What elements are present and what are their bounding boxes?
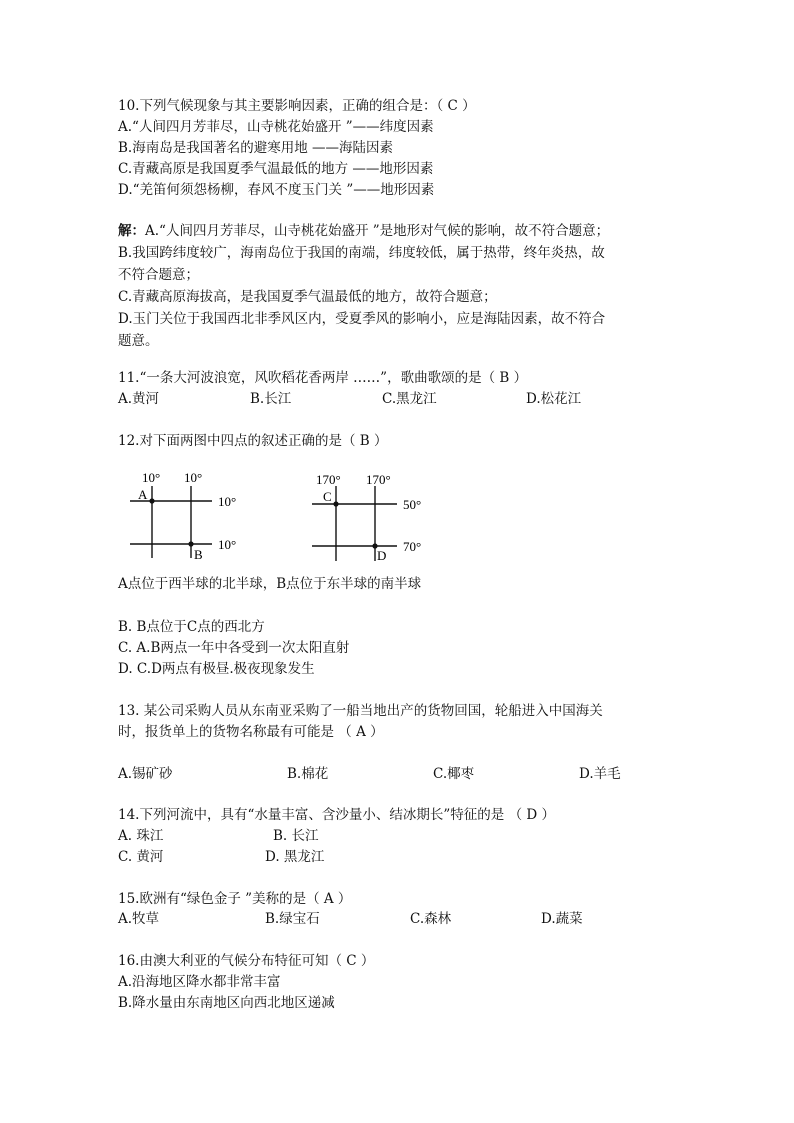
figure-2-top-label-1: 170° [316, 472, 341, 487]
q11-option-b: B.长江 [250, 391, 292, 407]
solution-line-1: 解：A.“人间四月芳菲尽，山寺桃花始盛开 ”是地形对气候的影响，故不符合题意； [118, 223, 610, 239]
solution-line-4: C.青藏高原海拔高，是我国夏季气温最低的地方，故符合题意； [118, 289, 497, 305]
q14-option-b: B. 长江 [273, 828, 319, 844]
q12-option-b: B. B点位于C点的西北方 [118, 619, 265, 635]
solution-line-5: D.玉门关位于我国西北非季风区内，受夏季风的影响小，应是海陆因素，故不符合 [118, 311, 606, 327]
q14-option-c: C. 黄河 [118, 849, 164, 865]
q11-option-c: C.黑龙江 [382, 391, 437, 407]
q10-option-d: D.“羌笛何须怨杨柳，春风不度玉门关 ”——地形因素 [118, 182, 435, 198]
q16-option-b: B.降水量由东南地区向西北地区递减 [118, 995, 335, 1011]
figure-2-right-label-1: 50° [403, 497, 422, 512]
q12-stem: 12.对下面两图中四点的叙述正确的是（ B ） [118, 433, 388, 449]
figure-2-top-label-2: 170° [366, 472, 391, 487]
q14-option-d: D. 黑龙江 [265, 849, 325, 865]
q10-option-c: C.青藏高原是我国夏季气温最低的地方 ——地形因素 [118, 161, 434, 177]
q13-option-b: B.棉花 [287, 766, 329, 782]
figure-1-top-label-2: 10° [184, 470, 203, 485]
q15-option-c: C.森林 [410, 911, 452, 927]
q11-option-a: A.黄河 [118, 391, 160, 407]
q13-option-c: C.椰枣 [433, 766, 475, 782]
q13-option-a: A.锡矿砂 [118, 766, 173, 782]
q15-option-d: D.蔬菜 [541, 911, 583, 927]
q16-stem: 16.由澳大利亚的气候分布特征可知（ C ） [118, 953, 375, 969]
solution-line-2: B.我国跨纬度较广，海南岛位于我国的南端，纬度较低，属于热带，终年炎热，故 [118, 245, 605, 261]
point-d-label: D [377, 548, 387, 563]
point-b-label: B [194, 547, 203, 562]
point-c-marker [333, 501, 338, 506]
q15-stem: 15.欧洲有“绿色金子 ”美称的是（ A ） [118, 891, 352, 907]
q16-option-a: A.沿海地区降水都非常丰富 [118, 974, 281, 990]
q12-option-c: C. A.B两点一年中各受到一次太阳直射 [118, 640, 350, 656]
solution-prefix: 解： [118, 223, 145, 239]
figure-1-right-label-2: 10° [218, 537, 237, 552]
q11-option-d: D.松花江 [526, 391, 582, 407]
figure-1-top-label-1: 10° [142, 470, 161, 485]
q12-option-d: D. C.D两点有极昼.极夜现象发生 [118, 661, 315, 677]
q10-stem: 10.下列气候现象与其主要影响因素，正确的组合是：（ C ） [118, 98, 476, 114]
q13-stem-line-2: 时，报货单上的货物名称最有可能是 （ A ） [118, 724, 384, 740]
point-b-marker [188, 541, 193, 546]
q12-option-a: A点位于西半球的北半球，B点位于东半球的南半球 [118, 576, 422, 592]
q10-option-a: A.“人间四月芳菲尽，山寺桃花始盛开 ”——纬度因素 [118, 119, 434, 135]
figure-2-right-label-2: 70° [403, 539, 422, 554]
point-a-label: A [138, 487, 148, 502]
q15-option-b: B.绿宝石 [265, 911, 320, 927]
solution-line-3: 不符合题意； [118, 267, 199, 283]
q15-option-a: A.牧草 [118, 911, 160, 927]
q14-option-a: A. 珠江 [118, 828, 164, 844]
q14-stem: 14.下列河流中，具有“水量丰富、含沙量小、结冰期长”特征的是 （ D ） [118, 807, 555, 823]
q10-option-b: B.海南岛是我国著名的避寒用地 ——海陆因素 [118, 140, 394, 156]
q13-option-d: D.羊毛 [579, 766, 621, 782]
point-a-marker [149, 498, 154, 503]
point-c-label: C [323, 489, 332, 504]
q11-stem: 11.“一条大河波浪宽，风吹稻花香两岸 ……”，歌曲歌颂的是（ B ） [118, 370, 528, 386]
q12-coordinate-figures [112, 466, 442, 566]
solution-line-6: 题意。 [118, 333, 159, 349]
q13-stem-line-1: 13. 某公司采购人员从东南亚采购了一船当地出产的货物回国，轮船进入中国海关 [118, 703, 603, 719]
figure-1-right-label-1: 10° [218, 494, 237, 509]
